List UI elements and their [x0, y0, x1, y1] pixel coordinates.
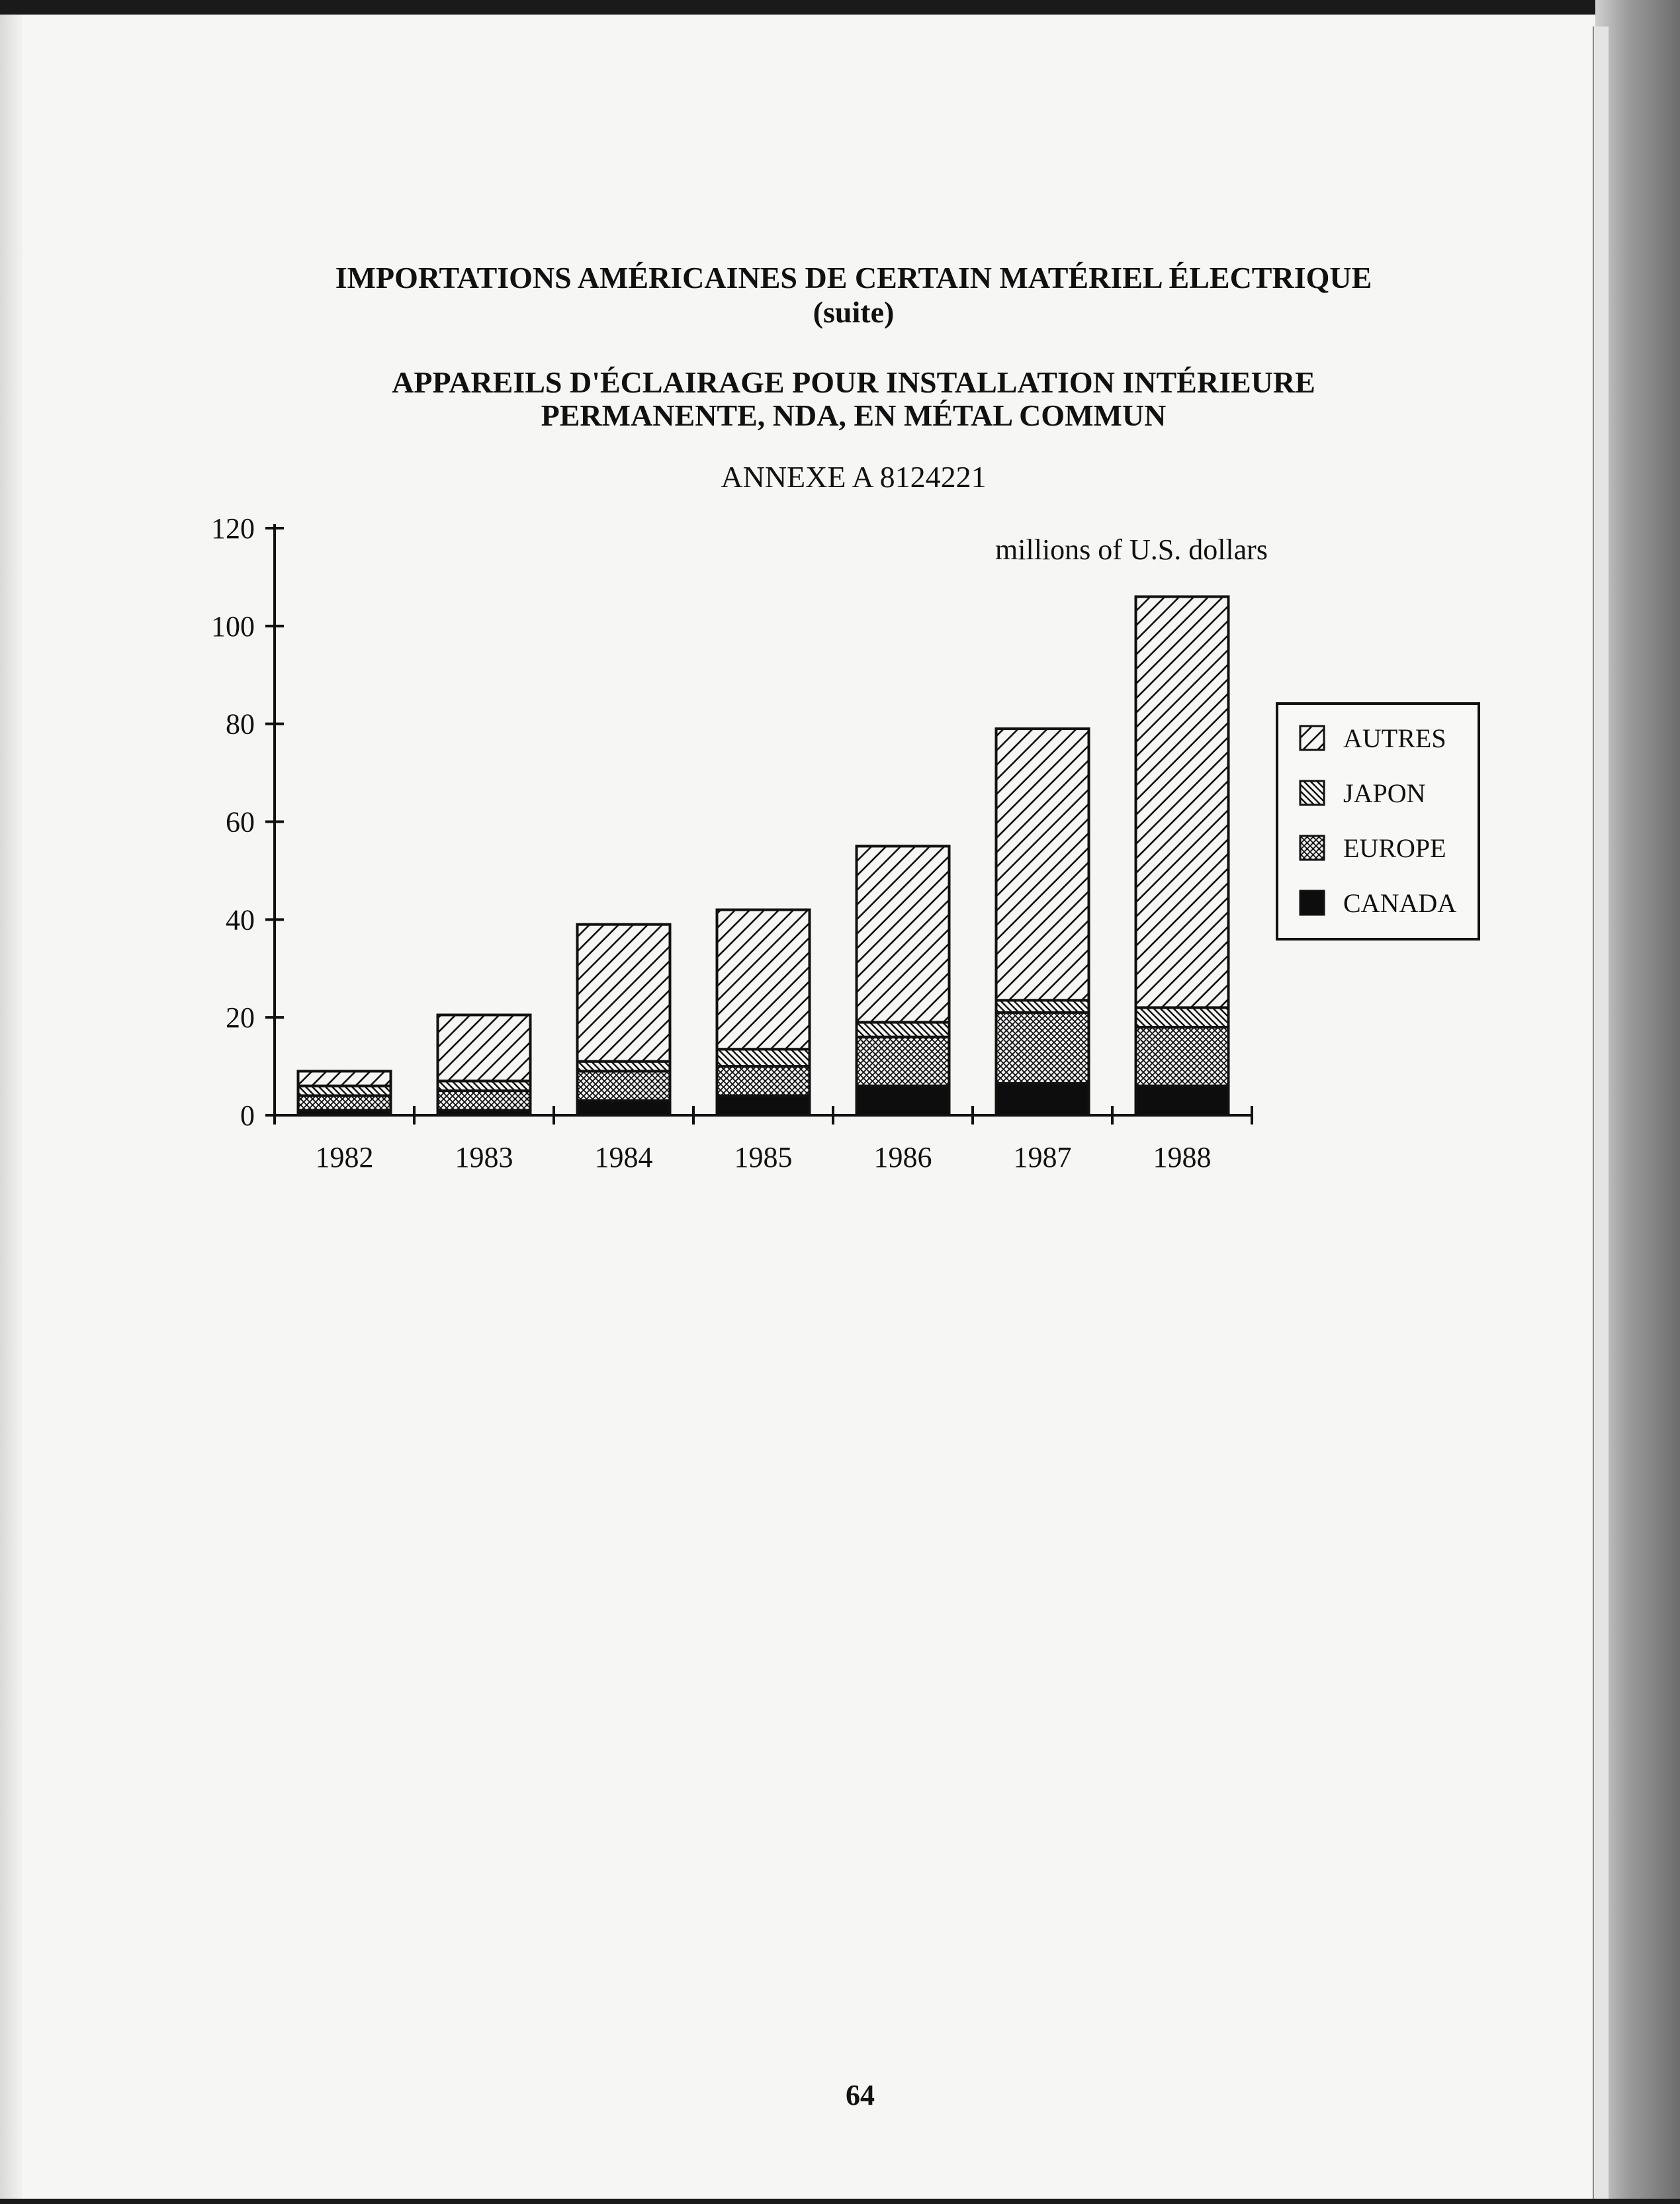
legend-label-europe: EUROPE: [1343, 833, 1446, 863]
x-tick-label: 1986: [873, 1141, 932, 1173]
bar-segment-europe-1985: [717, 1066, 810, 1095]
bar-segment-japon-1984: [578, 1062, 670, 1072]
bar-segment-canada-1987: [996, 1083, 1089, 1115]
bar-segment-japon-1985: [717, 1049, 810, 1066]
bar-segment-canada-1986: [857, 1086, 950, 1115]
x-tick-label: 1985: [734, 1141, 793, 1173]
bar-segment-autres-1983: [438, 1015, 531, 1081]
bar-segment-autres-1984: [578, 925, 670, 1062]
legend-swatch-autres: [1300, 726, 1324, 750]
bar-segment-japon-1988: [1136, 1007, 1229, 1027]
x-tick-label: 1982: [315, 1141, 374, 1173]
bar-segment-europe-1987: [996, 1013, 1089, 1083]
bar-segment-japon-1987: [996, 1000, 1089, 1012]
x-tick-label: 1983: [455, 1141, 513, 1173]
x-tick-label: 1988: [1153, 1141, 1212, 1173]
page-number: 64: [846, 2079, 875, 2111]
bar-segment-europe-1984: [578, 1071, 670, 1100]
y-tick-label: 100: [211, 610, 255, 643]
chart-subtitle-line2: PERMANENTE, NDA, EN MÉTAL COMMUN: [541, 398, 1167, 432]
y-tick-label: 40: [226, 903, 255, 937]
bar-segment-autres-1986: [857, 846, 950, 1022]
y-tick-label: 120: [211, 512, 255, 545]
legend-swatch-europe: [1300, 836, 1324, 860]
bar-segment-autres-1982: [298, 1071, 391, 1085]
x-tick-label: 1987: [1013, 1141, 1072, 1173]
page-title: IMPORTATIONS AMÉRICAINES DE CERTAIN MATÉRIEL ÉLECTRIQUE: [335, 261, 1372, 295]
y-tick-label: 80: [226, 708, 255, 741]
bar-segment-europe-1983: [438, 1091, 531, 1111]
bar-segment-japon-1982: [298, 1086, 391, 1096]
bar-segment-japon-1986: [857, 1023, 950, 1037]
legend-label-canada: CANADA: [1343, 888, 1457, 918]
x-tick-label: 1984: [594, 1141, 653, 1173]
bar-segment-autres-1988: [1136, 596, 1229, 1007]
page-title-suite: (suite): [813, 295, 895, 329]
chart-subtitle-line1: APPAREILS D'ÉCLAIRAGE POUR INSTALLATION INTÉRIEURE: [392, 365, 1315, 399]
bar-segment-autres-1987: [996, 729, 1089, 1000]
legend-label-japon: JAPON: [1343, 778, 1426, 808]
annex-label: ANNEXE A 8124221: [721, 460, 987, 494]
bar-segment-europe-1988: [1136, 1027, 1229, 1086]
bar-segment-europe-1986: [857, 1037, 950, 1086]
bar-segment-europe-1982: [298, 1095, 391, 1110]
bar-segment-canada-1985: [717, 1095, 810, 1115]
legend-swatch-japon: [1300, 781, 1324, 805]
bar-segment-autres-1985: [717, 910, 810, 1050]
legend-swatch-canada: [1300, 891, 1324, 915]
bar-segment-canada-1988: [1136, 1086, 1229, 1115]
y-tick-label: 0: [240, 1099, 255, 1132]
legend-label-autres: AUTRES: [1343, 723, 1446, 753]
units-annotation: millions of U.S. dollars: [995, 533, 1268, 566]
y-tick-label: 60: [226, 805, 255, 839]
y-tick-label: 20: [226, 1001, 255, 1034]
bar-segment-canada-1984: [578, 1101, 670, 1115]
bar-segment-japon-1983: [438, 1081, 531, 1091]
